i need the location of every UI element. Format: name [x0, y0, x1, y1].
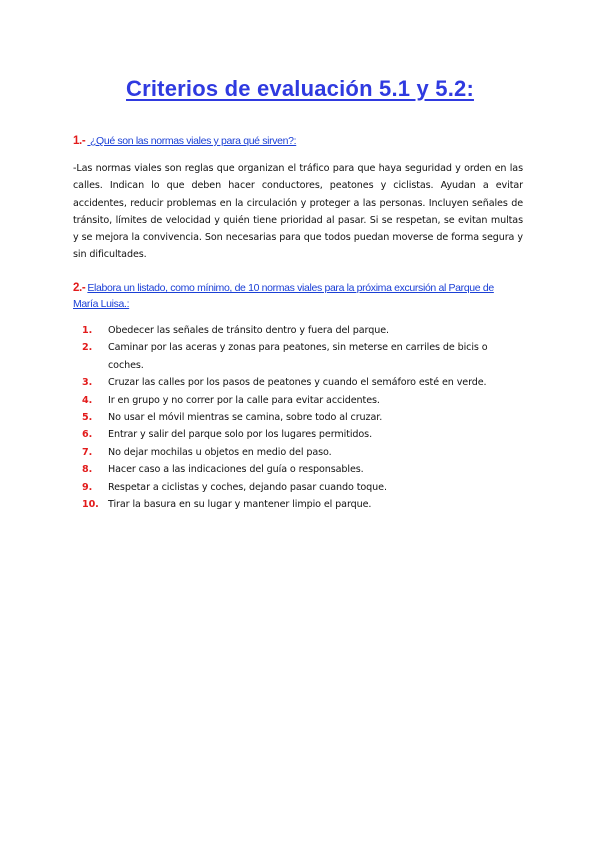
list-item-number: 5.	[82, 412, 93, 424]
list-item-number: 8.	[82, 464, 93, 476]
list-item	[82, 479, 522, 496]
list-item-number: 6.	[82, 429, 93, 441]
list-item	[82, 496, 522, 513]
list-item	[82, 444, 522, 461]
rules-list	[82, 322, 522, 513]
list-item	[82, 374, 522, 391]
list-item-text: No usar el móvil mientras se camina, sobre todo al cruzar.	[108, 412, 383, 424]
list-item-text: No dejar mochilas u objetos en medio del paso.	[108, 446, 332, 458]
list-item-text: Ir en grupo y no correr por la calle para evitar accidentes.	[108, 394, 380, 406]
list-item-text: Respetar a ciclistas y coches, dejando pasar cuando toque.	[108, 481, 387, 493]
question-2-number: 2.-	[73, 282, 86, 294]
list-item-number: 7.	[82, 446, 93, 458]
list-item-number: 1.	[82, 325, 93, 336]
list-item-number: 3.	[82, 377, 93, 389]
question-1-number: 1.-	[73, 135, 86, 147]
list-item-number: 9.	[82, 481, 93, 493]
list-item-text: Obedecer las señales de tránsito dentro y fuera del parque.	[108, 325, 389, 336]
list-item	[82, 392, 522, 409]
list-item-text: Entrar y salir del parque solo por los lugares permitidos.	[108, 429, 373, 441]
list-item-number: 10.	[82, 499, 99, 511]
list-item	[82, 426, 522, 443]
list-item-text: Caminar por las aceras y zonas para peatones, sin meterse en carriles de bicis o coches.	[108, 342, 488, 371]
list-item-number: 2.	[82, 342, 93, 354]
question-2-text: Elabora un listado, como mínimo, de 10 normas viales para la próxima excursión al Parque de María Luisa.:	[73, 282, 494, 310]
list-item	[82, 322, 522, 339]
question-1-heading	[73, 133, 296, 149]
page-title: Criterios de evaluación 5.1 y 5.2:	[126, 76, 474, 101]
list-item-text: Tirar la basura en su lugar y mantener limpio el parque.	[108, 499, 372, 511]
question-2-heading	[73, 280, 513, 312]
list-item	[82, 339, 522, 374]
list-item-text: Hacer caso a las indicaciones del guía o responsables.	[108, 464, 364, 476]
list-item-number: 4.	[82, 394, 93, 406]
question-1-text: ¿Qué son las normas viales y para qué sirven?:	[89, 135, 297, 147]
list-item	[82, 461, 522, 478]
list-item-text: Cruzar las calles por los pasos de peatones y cuando el semáforo esté en verde.	[108, 377, 487, 389]
list-item	[82, 409, 522, 426]
answer-1-paragraph: -Las normas viales son reglas que organizan el tráfico para que haya seguridad y orden en las calles. Indican lo que deben hacer conductores, peatones y ciclistas. Ayudan a evitar accidentes, reducir problemas en la circulación y proteger a las personas. Incluyen señales de tránsito, límites de velocidad y quién tiene prioridad al pasar. Si se respetan, se evitan multas y se mejora la convivencia. Son necesarias para que todos puedan moverse de forma segura y sin dificultades.	[73, 163, 523, 261]
